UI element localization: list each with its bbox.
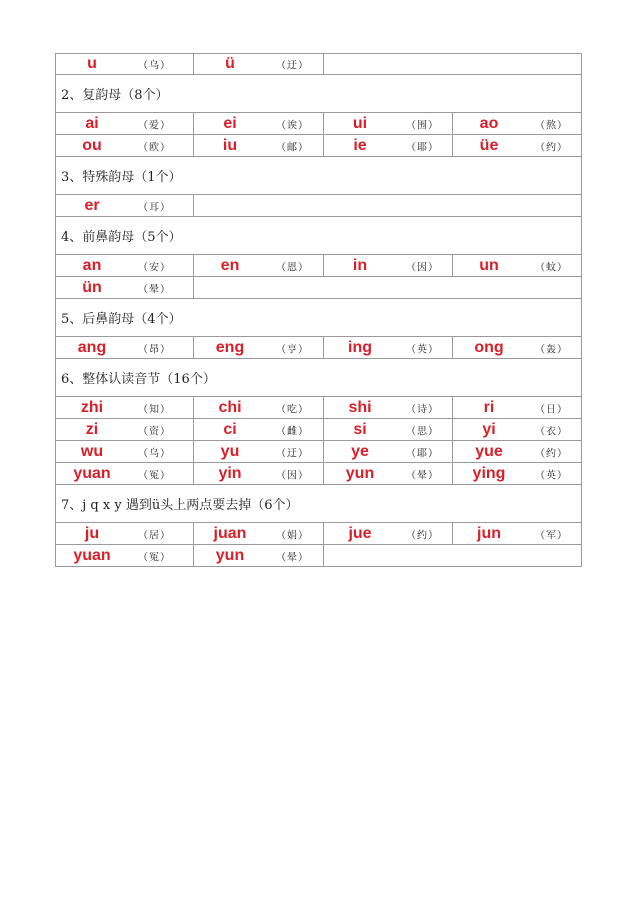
syllable-cell xyxy=(324,255,453,276)
pinyin-text: ü xyxy=(225,55,235,72)
example-character: （诗） xyxy=(406,404,439,415)
syllable-cell xyxy=(56,255,194,276)
example-character: （恩） xyxy=(276,262,309,273)
pinyin-text: yun xyxy=(215,546,245,564)
table-row xyxy=(55,53,582,75)
example-character: （冤） xyxy=(138,552,171,563)
example-character: （日） xyxy=(535,404,568,415)
example-character: （邮） xyxy=(276,142,309,153)
pinyin-finals-table xyxy=(55,53,582,567)
example-character: （因） xyxy=(406,262,439,273)
empty-cell xyxy=(324,54,581,74)
example-character: （轰） xyxy=(535,344,568,355)
example-character: （耳） xyxy=(138,202,171,213)
pinyin-text: wu xyxy=(80,442,104,460)
table-row xyxy=(55,523,582,545)
syllable-cell xyxy=(324,113,453,134)
pinyin-text: ci xyxy=(223,420,237,438)
example-character: （知） xyxy=(138,404,171,415)
example-character: （晕） xyxy=(138,284,171,295)
table-row xyxy=(55,337,582,359)
pinyin-text: ao xyxy=(479,114,499,132)
pinyin-text: en xyxy=(220,256,240,274)
example-character: （思） xyxy=(406,426,439,437)
pinyin-text: zi xyxy=(85,420,99,438)
pinyin-text: ju xyxy=(84,524,100,542)
syllable-cell xyxy=(453,463,581,484)
empty-cell xyxy=(324,545,581,566)
pinyin-text: ou xyxy=(82,136,102,154)
syllable-cell xyxy=(194,463,324,484)
syllable-cell xyxy=(453,255,581,276)
table-row xyxy=(55,397,582,419)
example-character: （迂） xyxy=(276,448,309,459)
syllable-cell xyxy=(453,441,581,462)
syllable-cell xyxy=(56,441,194,462)
section-title: 2、复韵母（8个） xyxy=(61,88,169,103)
syllable-cell xyxy=(453,523,581,544)
syllable-cell xyxy=(56,135,194,156)
syllable-cell xyxy=(324,523,453,544)
table-row xyxy=(55,463,582,485)
example-character: （资） xyxy=(138,426,171,437)
example-character: （衣） xyxy=(535,426,568,437)
syllable-cell xyxy=(56,113,194,134)
syllable-cell xyxy=(453,397,581,418)
example-character: （冤） xyxy=(138,470,171,481)
example-character: （亨） xyxy=(276,344,309,355)
pinyin-text: u xyxy=(87,55,97,72)
example-character: （居） xyxy=(138,530,171,541)
syllable-cell xyxy=(453,337,581,358)
example-character: （围） xyxy=(406,120,439,131)
table-row xyxy=(55,113,582,135)
example-character: （军） xyxy=(535,530,568,541)
syllable-cell xyxy=(194,523,324,544)
syllable-cell xyxy=(56,277,194,298)
pinyin-text: ün xyxy=(82,278,102,296)
pinyin-text: shi xyxy=(348,398,372,416)
example-character: （雌） xyxy=(276,426,309,437)
pinyin-text: eng xyxy=(215,338,245,356)
example-character: （英） xyxy=(406,344,439,355)
pinyin-text: yi xyxy=(482,420,496,438)
pinyin-text: er xyxy=(84,196,100,214)
example-character: （乌） xyxy=(138,60,171,72)
example-character: （安） xyxy=(138,262,171,273)
pinyin-text: ye xyxy=(351,442,369,460)
example-character: （乌） xyxy=(138,448,171,459)
example-character: （爱） xyxy=(138,120,171,131)
example-character: （迂） xyxy=(276,60,309,72)
section-title: 7、j q x y 遇到ü头上两点要去掉（6个） xyxy=(61,498,299,513)
syllable-cell xyxy=(194,113,324,134)
section-title: 3、特殊韵母（1个） xyxy=(61,170,182,185)
syllable-cell xyxy=(56,419,194,440)
section-header xyxy=(55,217,582,255)
pinyin-text: yue xyxy=(475,442,503,460)
syllable-cell xyxy=(56,523,194,544)
section-title: 6、整体认读音节（16个） xyxy=(61,372,216,387)
pinyin-text: ai xyxy=(85,114,99,132)
syllable-cell xyxy=(56,54,194,74)
example-character: （晕） xyxy=(276,552,309,563)
example-character: （因） xyxy=(276,470,309,481)
pinyin-text: zhi xyxy=(80,398,104,416)
section-title: 5、后鼻韵母（4个） xyxy=(61,312,182,327)
syllable-cell xyxy=(194,337,324,358)
pinyin-text: yu xyxy=(220,442,240,460)
pinyin-text: in xyxy=(352,256,368,274)
syllable-cell xyxy=(194,397,324,418)
pinyin-text: un xyxy=(479,256,499,274)
table-row xyxy=(55,441,582,463)
syllable-cell xyxy=(324,337,453,358)
syllable-cell xyxy=(324,397,453,418)
pinyin-text: ying xyxy=(472,464,506,482)
empty-cell xyxy=(194,277,581,298)
syllable-cell xyxy=(324,419,453,440)
section-header xyxy=(55,75,582,113)
example-character: （约） xyxy=(535,448,568,459)
table-row xyxy=(55,545,582,567)
table-row xyxy=(55,277,582,299)
table-row xyxy=(55,419,582,441)
pinyin-text: yin xyxy=(218,464,242,482)
example-character: （晕） xyxy=(406,470,439,481)
syllable-cell xyxy=(194,545,324,566)
example-character: （耶） xyxy=(406,448,439,459)
table-row xyxy=(55,255,582,277)
example-character: （约） xyxy=(406,530,439,541)
pinyin-text: yuan xyxy=(73,464,111,482)
example-character: （娟） xyxy=(276,530,309,541)
pinyin-text: yuan xyxy=(73,546,111,564)
example-character: （昂） xyxy=(138,344,171,355)
section-header xyxy=(55,359,582,397)
syllable-cell xyxy=(324,463,453,484)
syllable-cell xyxy=(194,419,324,440)
section-title: 4、前鼻韵母（5个） xyxy=(61,230,182,245)
pinyin-text: chi xyxy=(218,398,242,416)
syllable-cell xyxy=(56,545,194,566)
section-header xyxy=(55,485,582,523)
pinyin-text: ie xyxy=(353,136,367,154)
section-header xyxy=(55,299,582,337)
table-row xyxy=(55,135,582,157)
pinyin-text: ing xyxy=(348,338,372,356)
pinyin-text: jun xyxy=(477,524,501,542)
syllable-cell xyxy=(56,463,194,484)
syllable-cell xyxy=(194,135,324,156)
pinyin-text: iu xyxy=(222,136,238,154)
syllable-cell xyxy=(324,441,453,462)
syllable-cell xyxy=(324,135,453,156)
example-character: （欧） xyxy=(138,142,171,153)
syllable-cell xyxy=(453,419,581,440)
empty-cell xyxy=(194,195,581,216)
syllable-cell xyxy=(56,397,194,418)
pinyin-text: ui xyxy=(352,114,368,132)
pinyin-text: ang xyxy=(77,338,107,356)
pinyin-text: üe xyxy=(479,136,499,154)
example-character: （约） xyxy=(535,142,568,153)
pinyin-text: ong xyxy=(474,338,504,356)
syllable-cell xyxy=(194,441,324,462)
syllable-cell xyxy=(56,337,194,358)
section-header xyxy=(55,157,582,195)
example-character: （蚊） xyxy=(535,262,568,273)
syllable-cell xyxy=(194,255,324,276)
pinyin-text: juan xyxy=(213,524,247,542)
pinyin-text: jue xyxy=(348,524,372,542)
pinyin-text: si xyxy=(353,420,367,438)
pinyin-text: an xyxy=(82,256,102,274)
example-character: （熬） xyxy=(535,120,568,131)
example-character: （吃） xyxy=(276,404,309,415)
example-character: （诶） xyxy=(276,120,309,131)
pinyin-text: ri xyxy=(483,398,495,416)
example-character: （英） xyxy=(535,470,568,481)
table-row xyxy=(55,195,582,217)
syllable-cell xyxy=(453,113,581,134)
syllable-cell xyxy=(56,195,194,216)
pinyin-text: yun xyxy=(345,464,375,482)
syllable-cell xyxy=(194,54,324,74)
pinyin-text: ei xyxy=(223,114,237,132)
syllable-cell xyxy=(453,135,581,156)
example-character: （耶） xyxy=(406,142,439,153)
